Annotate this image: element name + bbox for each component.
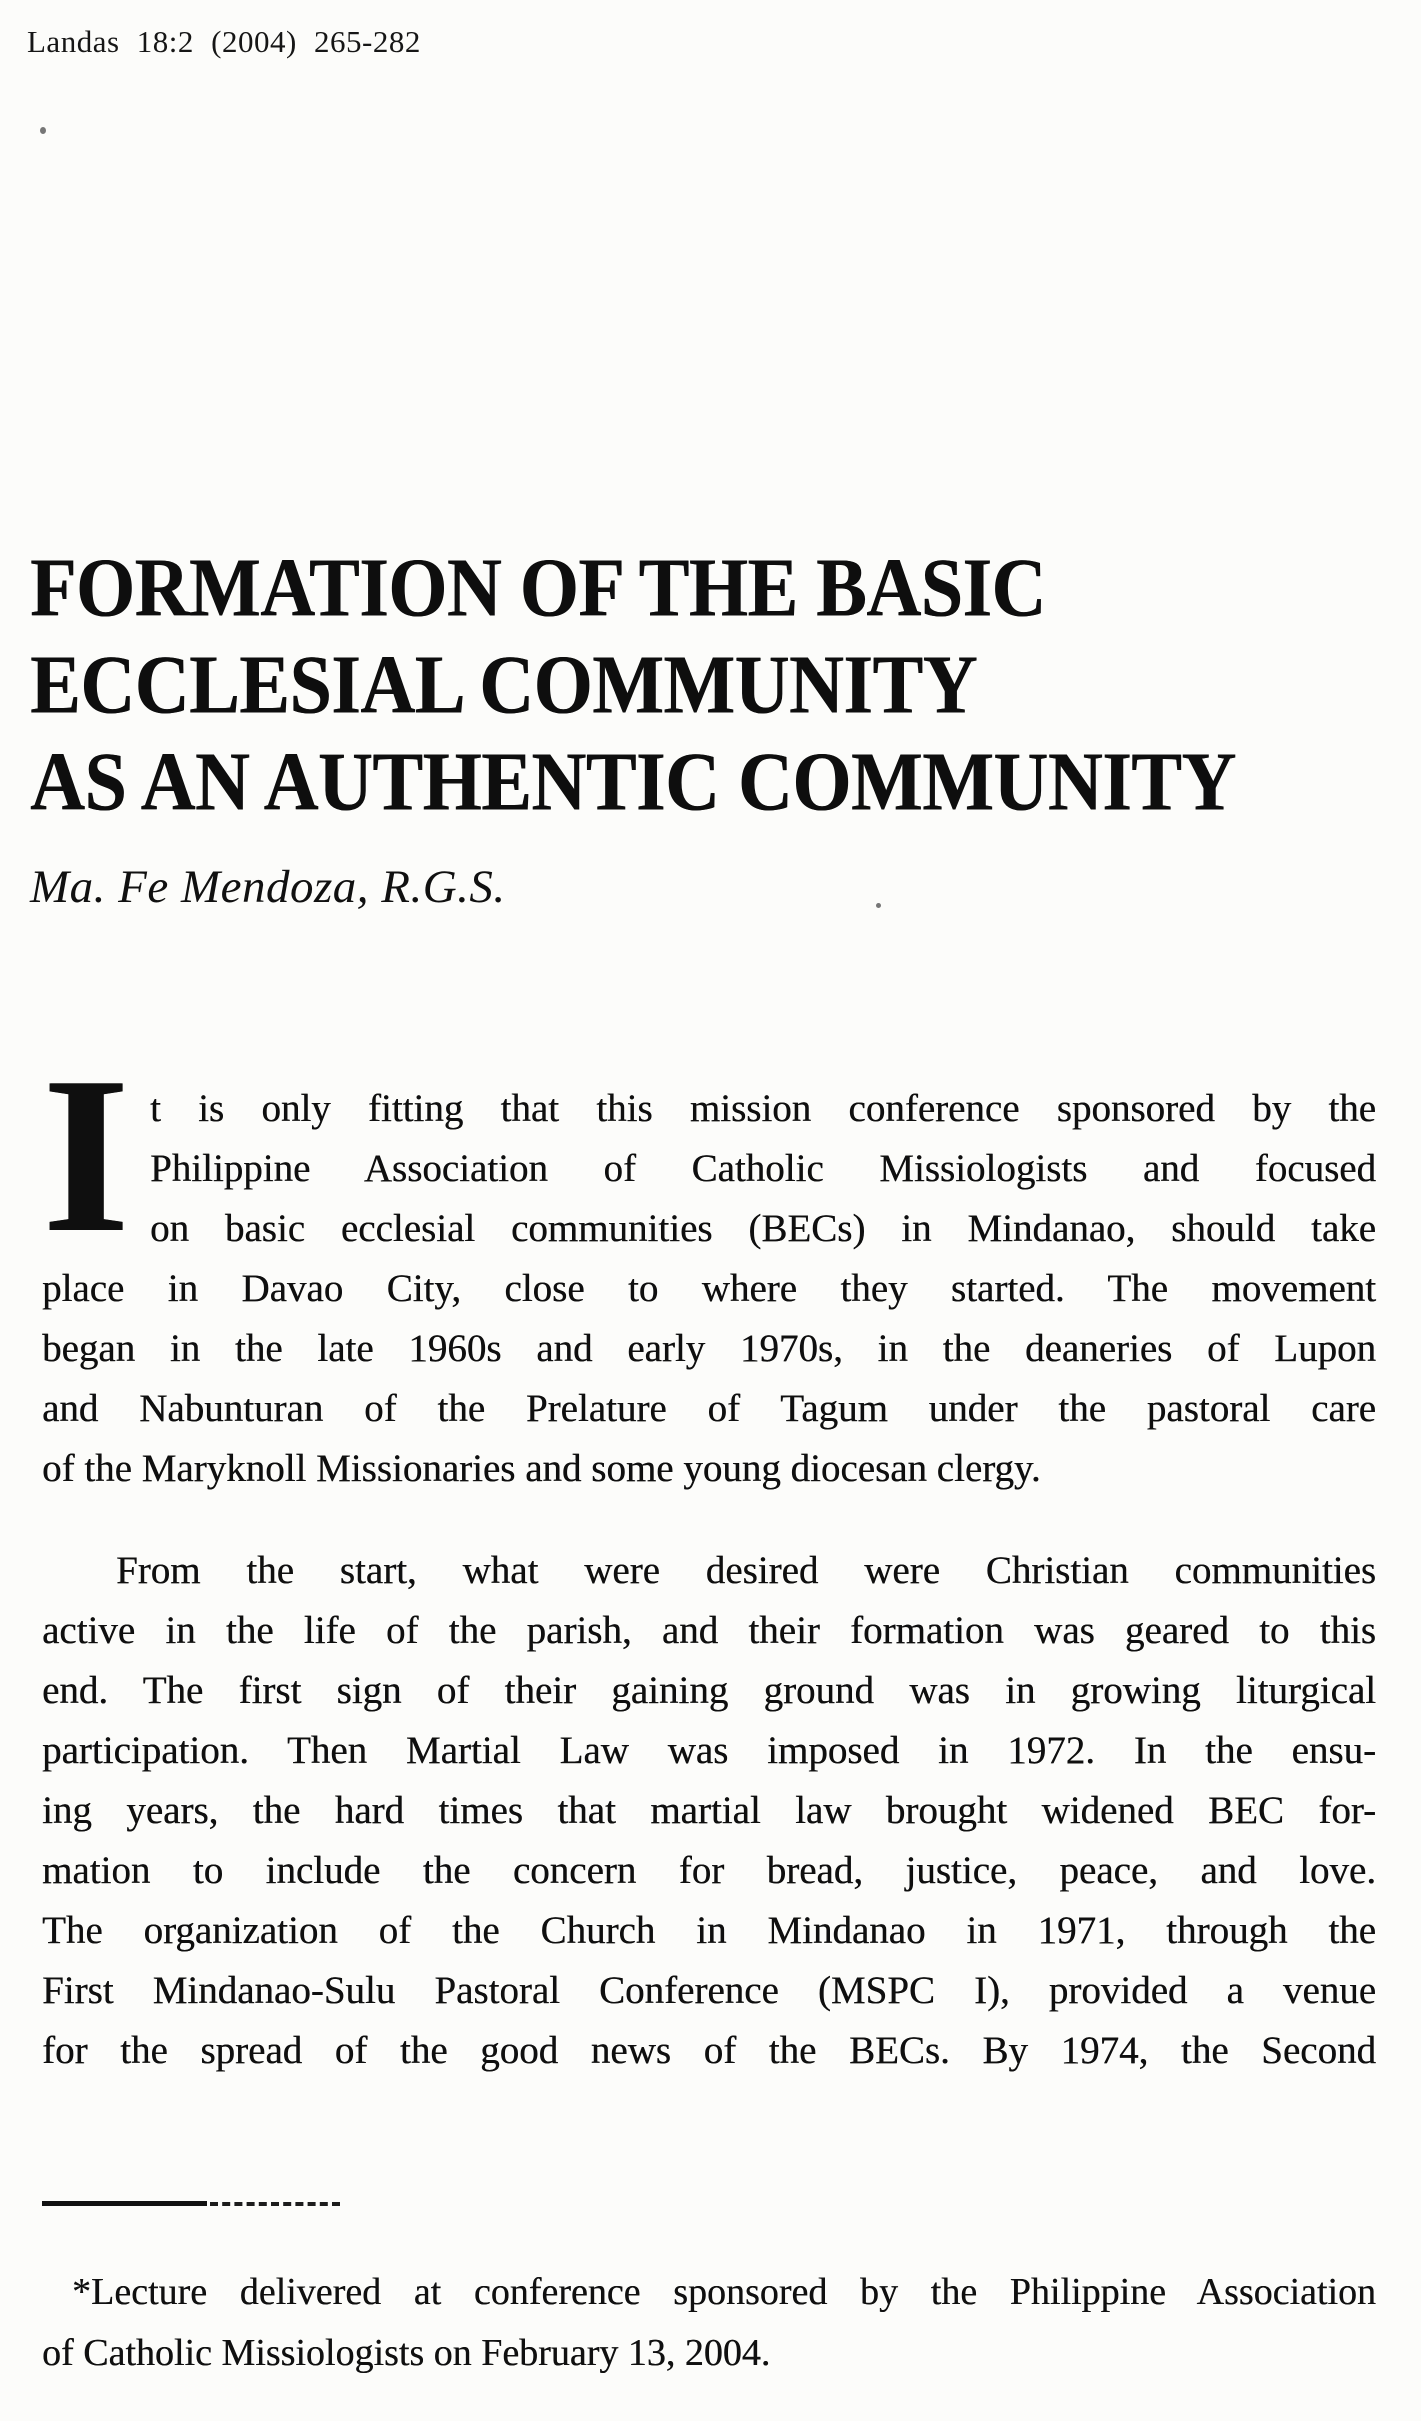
text-line: Philippine Association of Catholic Missiologists and focused	[150, 1147, 1376, 1190]
opening-paragraph	[42, 1031, 1376, 1499]
footnote-rule-solid-segment	[42, 2201, 207, 2206]
text-line: place in Davao City, close to where they started. The movement	[42, 1267, 1376, 1310]
text-line: mation to include the concern for bread, justice, peace, and love.	[42, 1849, 1376, 1892]
text-line: participation. Then Martial Law was imposed in 1972. In the ensu-	[42, 1729, 1376, 1772]
footnote	[42, 2262, 1376, 2384]
scan-speck	[40, 127, 46, 134]
title-line: FORMATION OF THE BASIC	[30, 541, 1046, 635]
title-line: ECCLESIAL COMMUNITY	[30, 638, 977, 732]
title-line: AS AN AUTHENTIC COMMUNITY	[30, 735, 1236, 829]
footnote-rule-dashed-segment	[210, 2202, 340, 2206]
text-line: on basic ecclesial communities (BECs) in Mindanao, should take	[150, 1207, 1376, 1250]
article-body	[42, 1031, 1376, 2081]
drop-cap: I	[42, 1031, 130, 1279]
article-title	[30, 540, 1380, 831]
text-line: The organization of the Church in Mindanao in 1971, through the	[42, 1909, 1376, 1952]
footnote-line: *Lecture delivered at conference sponsored by the Philippine Association	[72, 2271, 1376, 2313]
text-line: end. The first sign of their gaining ground was in growing liturgical	[42, 1669, 1376, 1712]
text-line: First Mindanao-Sulu Pastoral Conference (MSPC I), provided a venue	[42, 1969, 1376, 2012]
text-line: ing years, the hard times that martial law brought widened BEC for-	[42, 1789, 1376, 1832]
journal-citation: Landas 18:2 (2004) 265-282	[27, 24, 421, 59]
text-line: and Nabunturan of the Prelature of Tagum under the pastoral care	[42, 1387, 1376, 1430]
text-line: t is only fitting that this mission conference sponsored by the	[150, 1087, 1376, 1130]
text-line: of the Maryknoll Missionaries and some young diocesan clergy.	[42, 1447, 1041, 1490]
text-line: for the spread of the good news of the BECs. By 1974, the Second	[42, 2029, 1376, 2072]
scan-speck	[876, 903, 881, 908]
footnote-line: of Catholic Missiologists on February 13, 2004.	[42, 2332, 771, 2374]
text-line: began in the late 1960s and early 1970s, in the deaneries of Lupon	[42, 1327, 1376, 1370]
text-line: From the start, what were desired were Christian communities	[116, 1549, 1376, 1592]
author-byline: Ma. Fe Mendoza, R.G.S.	[30, 861, 506, 913]
second-paragraph	[42, 1541, 1376, 2081]
footnote-rule	[42, 2200, 342, 2208]
text-line: active in the life of the parish, and their formation was geared to this	[42, 1609, 1376, 1652]
